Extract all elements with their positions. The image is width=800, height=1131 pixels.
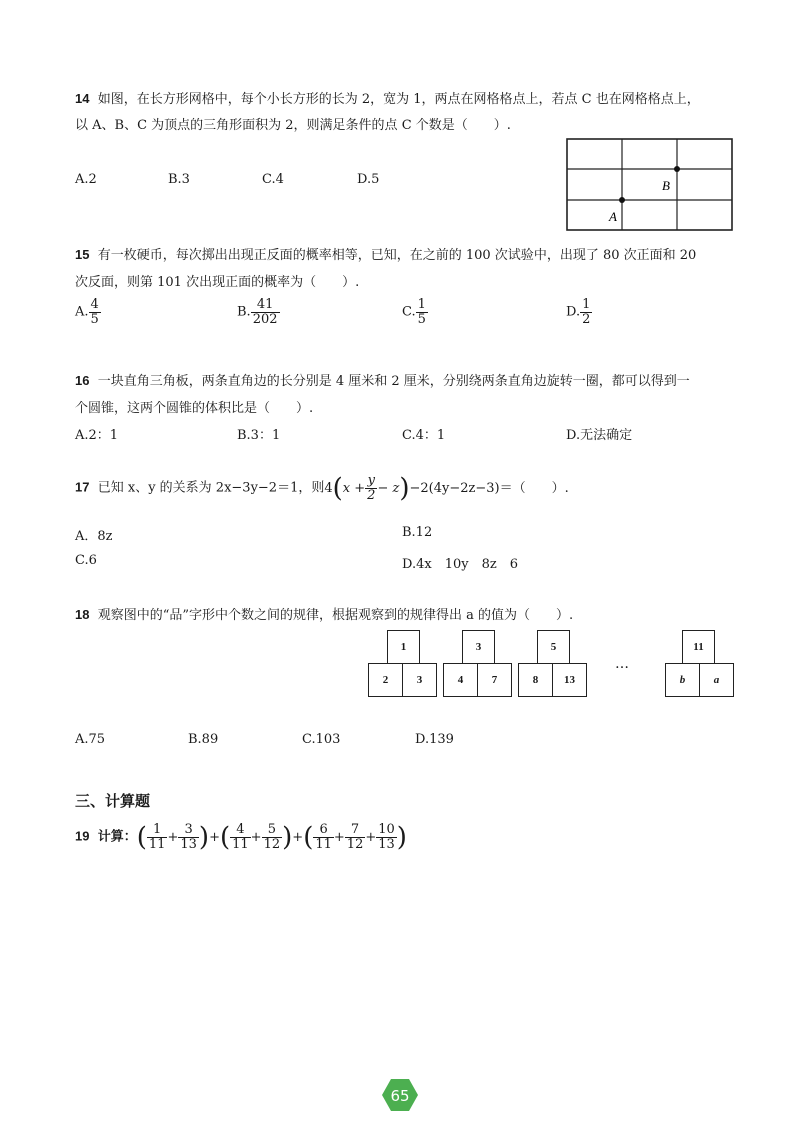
pin-box-top: 11 bbox=[682, 630, 715, 664]
point-a bbox=[619, 197, 625, 203]
q15-number: 15 bbox=[75, 247, 90, 262]
pin-box-top: 1 bbox=[387, 630, 420, 664]
q15-option-a: A. $\frac{4}{5}$ bbox=[75, 297, 99, 327]
q15-option-b: B. $\frac{41}{202}$ bbox=[237, 297, 278, 327]
section-title: 三、计算题 bbox=[75, 792, 151, 810]
pin-box-left: 2 bbox=[368, 663, 403, 697]
q17-option-d: D.4x 10y 8z 6 bbox=[402, 557, 518, 572]
pin-box-left: b bbox=[665, 663, 700, 697]
q17-option-b: B.12 bbox=[402, 525, 433, 540]
q17-expression: 4(x + $\frac{y}{2}$ − z)−2(4y−2z−3)＝（ ）. bbox=[324, 473, 569, 504]
q15-option-d: D. $\frac{1}{2}$ bbox=[566, 297, 591, 327]
q14-option-b: B.3 bbox=[168, 172, 190, 187]
q15-stem-line1: 15 有一枚硬币，每次掷出出现正反面的概率相等，已知，在之前的 100 次试验中，出现了 80 次正面和 20 bbox=[75, 247, 697, 263]
pin-box-right: 13 bbox=[552, 663, 587, 697]
pin-box-left: 8 bbox=[518, 663, 553, 697]
q15-stem-line2: 次反面，则第 101 次出现正面的概率为（ ）. bbox=[75, 275, 360, 290]
q14-option-c: C.4 bbox=[262, 172, 284, 187]
pin-box-right: 3 bbox=[402, 663, 437, 697]
q15-option-c: C. $\frac{1}{5}$ bbox=[402, 297, 426, 327]
page-number: 65 bbox=[390, 1087, 410, 1105]
q18-stem: 18 观察图中的“品”字形中个数之间的规律，根据观察到的规律得出 a 的值为（ ）. bbox=[75, 607, 574, 623]
page-number-badge bbox=[381, 1077, 419, 1113]
q14-stem-line1: 14 如图，在长方形网格中，每个小长方形的长为 2，宽为 1，两点在网格格点上，若点 C 也在网格格点上， bbox=[75, 91, 700, 107]
q18-option-d: D.139 bbox=[415, 732, 454, 747]
q19-expression: ( $\frac{1}{11}$ + $\frac{3}{13}$ )+( $\frac{4}{11}$ + $\frac{5}{12}$ )+( $\frac{6}{11}$ + $\frac{7}{12}$ + $\frac{10}{13}$ ) bbox=[136, 822, 407, 853]
q16-number: 16 bbox=[75, 373, 90, 388]
q17-stem: 17 已知 x、y 的关系为 2x−3y−2＝1，则4(x + $\frac{y}{2}$ − z)−2(4y−2z−3)＝（ ）. bbox=[75, 473, 569, 504]
q16-stem-line2: 个圆锥，这两个圆锥的体积比是（ ）. bbox=[75, 401, 314, 416]
q16-option-d: D.无法确定 bbox=[566, 428, 633, 443]
q16-option-c: C.4：1 bbox=[402, 428, 446, 443]
label-a: A bbox=[609, 209, 617, 224]
pin-box-top: 3 bbox=[462, 630, 495, 664]
q17-option-c: C.6 bbox=[75, 553, 97, 568]
q18-option-b: B.89 bbox=[188, 732, 219, 747]
q14-number: 14 bbox=[75, 91, 90, 106]
q16-stem-line1: 16 一块直角三角板，两条直角边的长分别是 4 厘米和 2 厘米，分别绕两条直角边旋转一圈，都可以得到一 bbox=[75, 373, 690, 389]
q14-grid-figure bbox=[565, 137, 735, 233]
label-b: B bbox=[662, 178, 670, 193]
pin-box-right: a bbox=[699, 663, 734, 697]
q18-option-a: A.75 bbox=[75, 732, 106, 747]
q14-option-d: D.5 bbox=[357, 172, 380, 187]
q18-number: 18 bbox=[75, 607, 90, 622]
pin-box-left: 4 bbox=[443, 663, 478, 697]
q14-option-a: A.2 bbox=[75, 172, 97, 187]
q19-stem: 19 计算：( $\frac{1}{11}$ + $\frac{3}{13}$ )+( $\frac{4}{11}$ + $\frac{5}{12}$ )+( $\frac{6}{11}$ + $\frac{7}{12}$ + $\frac{10}{13}$ ) bbox=[75, 822, 407, 853]
q17-number: 17 bbox=[75, 479, 90, 495]
q16-option-a: A.2：1 bbox=[75, 428, 119, 443]
point-b bbox=[674, 166, 680, 172]
q18-option-c: C.103 bbox=[302, 732, 341, 747]
q14-stem-line2: 以 A、B、C 为顶点的三角形面积为 2，则满足条件的点 C 个数是（ ）. bbox=[75, 118, 511, 133]
q17-option-a: A．8z bbox=[75, 529, 113, 544]
q18-ellipsis: … bbox=[615, 656, 629, 672]
pin-box-right: 7 bbox=[477, 663, 512, 697]
q19-number: 19 bbox=[75, 828, 90, 844]
pin-box-top: 5 bbox=[537, 630, 570, 664]
q16-option-b: B.3：1 bbox=[237, 428, 281, 443]
grid-border bbox=[567, 139, 732, 230]
